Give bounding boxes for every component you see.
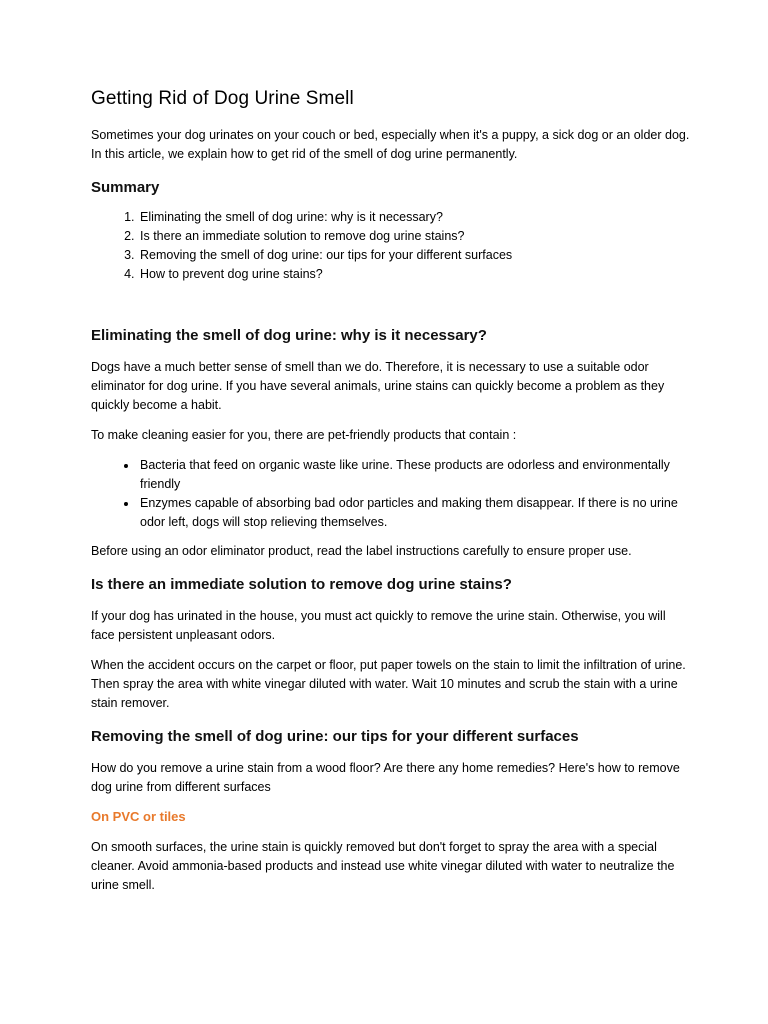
product-bullet-list xyxy=(91,456,691,532)
section-heading-why-necessary: Eliminating the smell of dog urine: why is it necessary? xyxy=(91,327,487,344)
intro-paragraph: Sometimes your dog urinates on your couch or bed, especially when it's a puppy, a sick dog or an older dog. In this article, we explain how to get rid of the smell of dog urine permanently. xyxy=(91,128,690,161)
section1-paragraph-2: To make cleaning easier for you, there are pet-friendly products that contain : xyxy=(91,428,517,442)
bullet-item-enzymes: • Enzymes capable of absorbing bad odor particles and making them disappear. If there is no urine odor left, dogs will stop relieving themselves. xyxy=(138,494,691,532)
section3-paragraph-2: On smooth surfaces, the urine stain is quickly removed but don't forget to spray the area with a special cleaner. Avoid ammonia-based products and instead use white vinegar diluted with water to neutralize the urine smell. xyxy=(91,840,675,892)
section2-paragraph-1: If your dog has urinated in the house, you must act quickly to remove the urine stain. Otherwise, you will face persistent unpleasant odors. xyxy=(91,609,666,642)
section1-paragraph-1: Dogs have a much better sense of smell than we do. Therefore, it is necessary to use a suitable odor eliminator for dog urine. If you have several animals, urine stains can quickly become a problem as they quickly become a habit. xyxy=(91,360,665,412)
section1-paragraph-3: Before using an odor eliminator product, read the label instructions carefully to ensure proper use. xyxy=(91,544,632,558)
section3-paragraph-1: How do you remove a urine stain from a wood floor? Are there any home remedies? Here's how to remove dog urine from different surfaces xyxy=(91,761,680,794)
page-title: Getting Rid of Dog Urine Smell xyxy=(91,88,354,109)
section2-paragraph-2: When the accident occurs on the carpet or floor, put paper towels on the stain to limit the infiltration of urine. Then spray the area with white vinegar diluted with water. Wait 10 minutes and scrub the stain with a urine stain remover. xyxy=(91,658,686,710)
bullet-item-bacteria: • Bacteria that feed on organic waste like urine. These products are odorless and environmentally friendly xyxy=(138,456,691,494)
section-heading-immediate-solution: Is there an immediate solution to remove dog urine stains? xyxy=(91,576,512,593)
summary-item: 4. How to prevent dog urine stains? xyxy=(138,265,691,284)
summary-heading: Summary xyxy=(91,179,160,196)
summary-list xyxy=(91,208,691,284)
section-heading-surfaces: Removing the smell of dog urine: our tips for your different surfaces xyxy=(91,728,579,745)
summary-item: 2. Is there an immediate solution to remove dog urine stains? xyxy=(138,227,691,246)
document-page xyxy=(91,86,691,906)
subheading-pvc-tiles: On PVC or tiles xyxy=(91,809,186,824)
summary-item: 1. Eliminating the smell of dog urine: why is it necessary? xyxy=(138,208,691,227)
summary-item: 3. Removing the smell of dog urine: our tips for your different surfaces xyxy=(138,246,691,265)
